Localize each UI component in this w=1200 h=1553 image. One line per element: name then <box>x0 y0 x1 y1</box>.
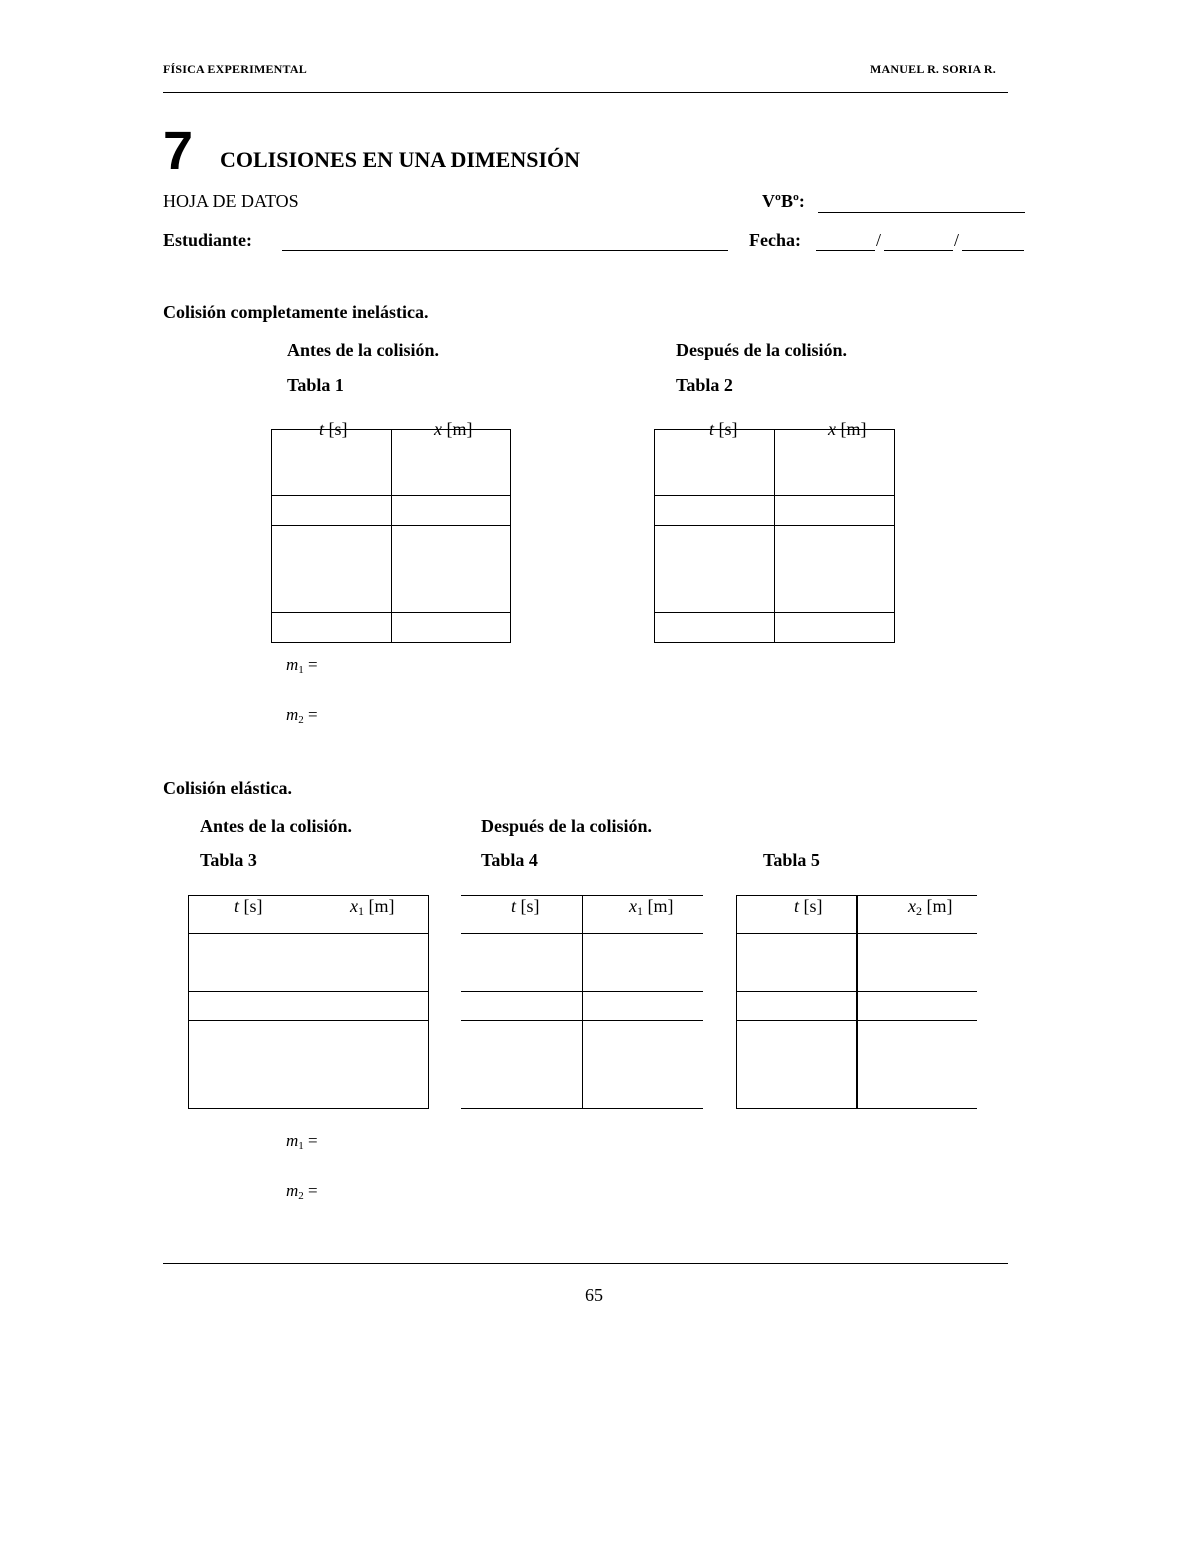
section2-after-label: Después de la colisión. <box>481 816 653 836</box>
page-number: 65 <box>585 1285 603 1305</box>
chapter-number: 7 <box>163 121 194 181</box>
table3-label: Tabla 3 <box>200 850 257 870</box>
date-day-field[interactable] <box>816 250 875 251</box>
table4-header-t: t [s] <box>511 896 540 916</box>
table1-header-t: t [s] <box>319 419 348 439</box>
running-header-right: MANUEL R. SORIA R. <box>870 62 996 76</box>
section1-after-label: Después de la colisión. <box>676 340 848 360</box>
table4 <box>461 895 703 1109</box>
student-name-field[interactable] <box>282 250 728 251</box>
table2-label: Tabla 2 <box>676 375 733 395</box>
table2 <box>654 419 895 643</box>
section2-before-label: Antes de la colisión. <box>200 816 353 836</box>
table1-label: Tabla 1 <box>287 375 344 395</box>
table5-header-x2: $x_2$ [m] <box>908 896 953 918</box>
date-separator: / <box>954 230 960 250</box>
table4-header-x1: $x_1$ [m] <box>629 896 674 918</box>
section1-mass1: $m_1$ = <box>286 655 318 676</box>
section-elastic-title: Colisión elástica. <box>163 778 292 798</box>
table1 <box>271 419 511 643</box>
footer-rule <box>163 1263 1008 1264</box>
approval-field[interactable] <box>818 212 1025 213</box>
header-rule <box>163 92 1008 93</box>
table1-header-x: x [m] <box>434 419 473 439</box>
table3-header-t: t [s] <box>234 896 263 916</box>
date-year-field[interactable] <box>962 250 1024 251</box>
running-header-left: FÍSICA EXPERIMENTAL <box>163 62 307 76</box>
table5-label: Tabla 5 <box>763 850 820 870</box>
section2-mass2: $m_2$ = <box>286 1181 318 1202</box>
approval-label: VºBº: <box>762 191 805 211</box>
chapter-title: COLISIONES EN UNA DIMENSIÓN <box>220 147 581 172</box>
section1-mass2: $m_2$ = <box>286 705 318 726</box>
section1-before-label: Antes de la colisión. <box>287 340 440 360</box>
section2-mass1: $m_1$ = <box>286 1131 318 1152</box>
table3 <box>188 895 429 1109</box>
sheet-label: HOJA DE DATOS <box>163 191 299 211</box>
table5 <box>736 895 977 1109</box>
table4-label: Tabla 4 <box>481 850 538 870</box>
section-inelastic-title: Colisión completamente inelástica. <box>163 302 429 322</box>
table2-header-x: x [m] <box>828 419 867 439</box>
table3-header-x1: $x_1$ [m] <box>350 896 395 918</box>
student-label: Estudiante: <box>163 230 253 250</box>
date-label: Fecha: <box>749 230 801 250</box>
date-separator: / <box>876 230 882 250</box>
table5-header-t: t [s] <box>794 896 823 916</box>
table2-header-t: t [s] <box>709 419 738 439</box>
date-month-field[interactable] <box>884 250 953 251</box>
